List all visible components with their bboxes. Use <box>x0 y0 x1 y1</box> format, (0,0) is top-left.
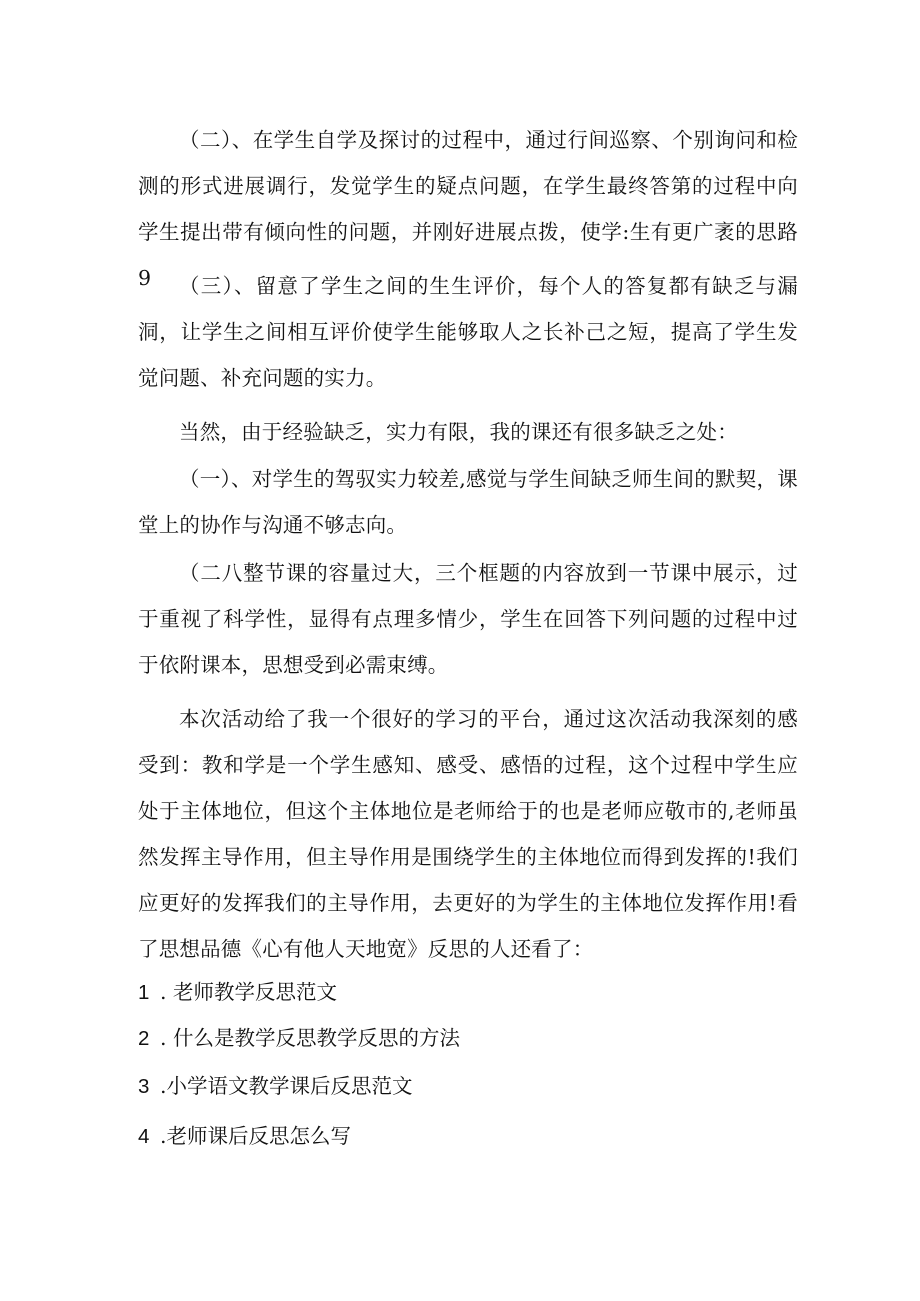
related-link-item[interactable] <box>138 1072 798 1101</box>
related-link-text[interactable]: . 什么是教学反思教学反思的方法 <box>160 1026 461 1050</box>
related-link-number: 3 <box>138 1075 150 1098</box>
paragraph-shortcoming-2: （二八整节课的容量过大，三个框题的内容放到一节课中展示，过于重视了科学性，显得有点理多情少，学生在回答下列问题的过程中过于依附课本，思想受到必需束缚。 <box>138 561 798 677</box>
related-link-number: 1 <box>138 981 150 1004</box>
related-link-item[interactable] <box>138 978 798 1007</box>
related-link-item[interactable] <box>138 1122 798 1151</box>
related-link-number: 2 <box>138 1027 150 1050</box>
paragraph-shortcomings-intro: 当然，由于经验缺乏，实力有限，我的课还有很多缺乏之处： <box>179 420 738 444</box>
related-link-text[interactable]: .老师课后反思怎么写 <box>160 1124 352 1148</box>
paragraph-conclusion: 本次活动给了我一个很好的学习的平台，通过这次活动我深刻的感受到：教和学是一个学生感知、感受、感悟的过程，这个过程中学生应处于主体地位，但这个主体地位是老师给于的也是老师应敬市的,老师虽然发挥主导作用，但主导作用是围绕学生的主体地位而得到发挥的!我们应更好的发挥我们的主导作用，去更好的为学生的主体地位发挥作用!看了思想品德《心有他人天地宽》反思的人还看了： <box>138 707 798 961</box>
paragraph-shortcoming-1: （一）、对学生的驾驭实力较差,感觉与学生间缺乏师生间的默契，课堂上的协作与沟通不够志向。 <box>138 467 798 537</box>
related-link-text[interactable]: . 老师教学反思范文 <box>160 980 338 1004</box>
paragraph-reflection-2: （二）、在学生自学及探讨的过程中，通过行间巡察、个别询问和检测的形式进展调行，发觉学生的疑点问题，在学生最终答第的过程中向学生提出带有倾向性的问题，并刚好进展点拨，使学:生有更广袤的思路9 <box>138 128 798 290</box>
related-link-number: 4 <box>138 1125 150 1148</box>
related-link-text[interactable]: .小学语文教学课后反思范文 <box>160 1074 413 1098</box>
related-link-item[interactable] <box>138 1024 798 1053</box>
paragraph-reflection-3: （三）、留意了学生之间的生生评价，每个人的答复都有缺乏与漏洞，让学生之间相互评价使学生能够取人之长补己之短，提高了学生发觉问题、补充问题的实力。 <box>138 274 798 390</box>
